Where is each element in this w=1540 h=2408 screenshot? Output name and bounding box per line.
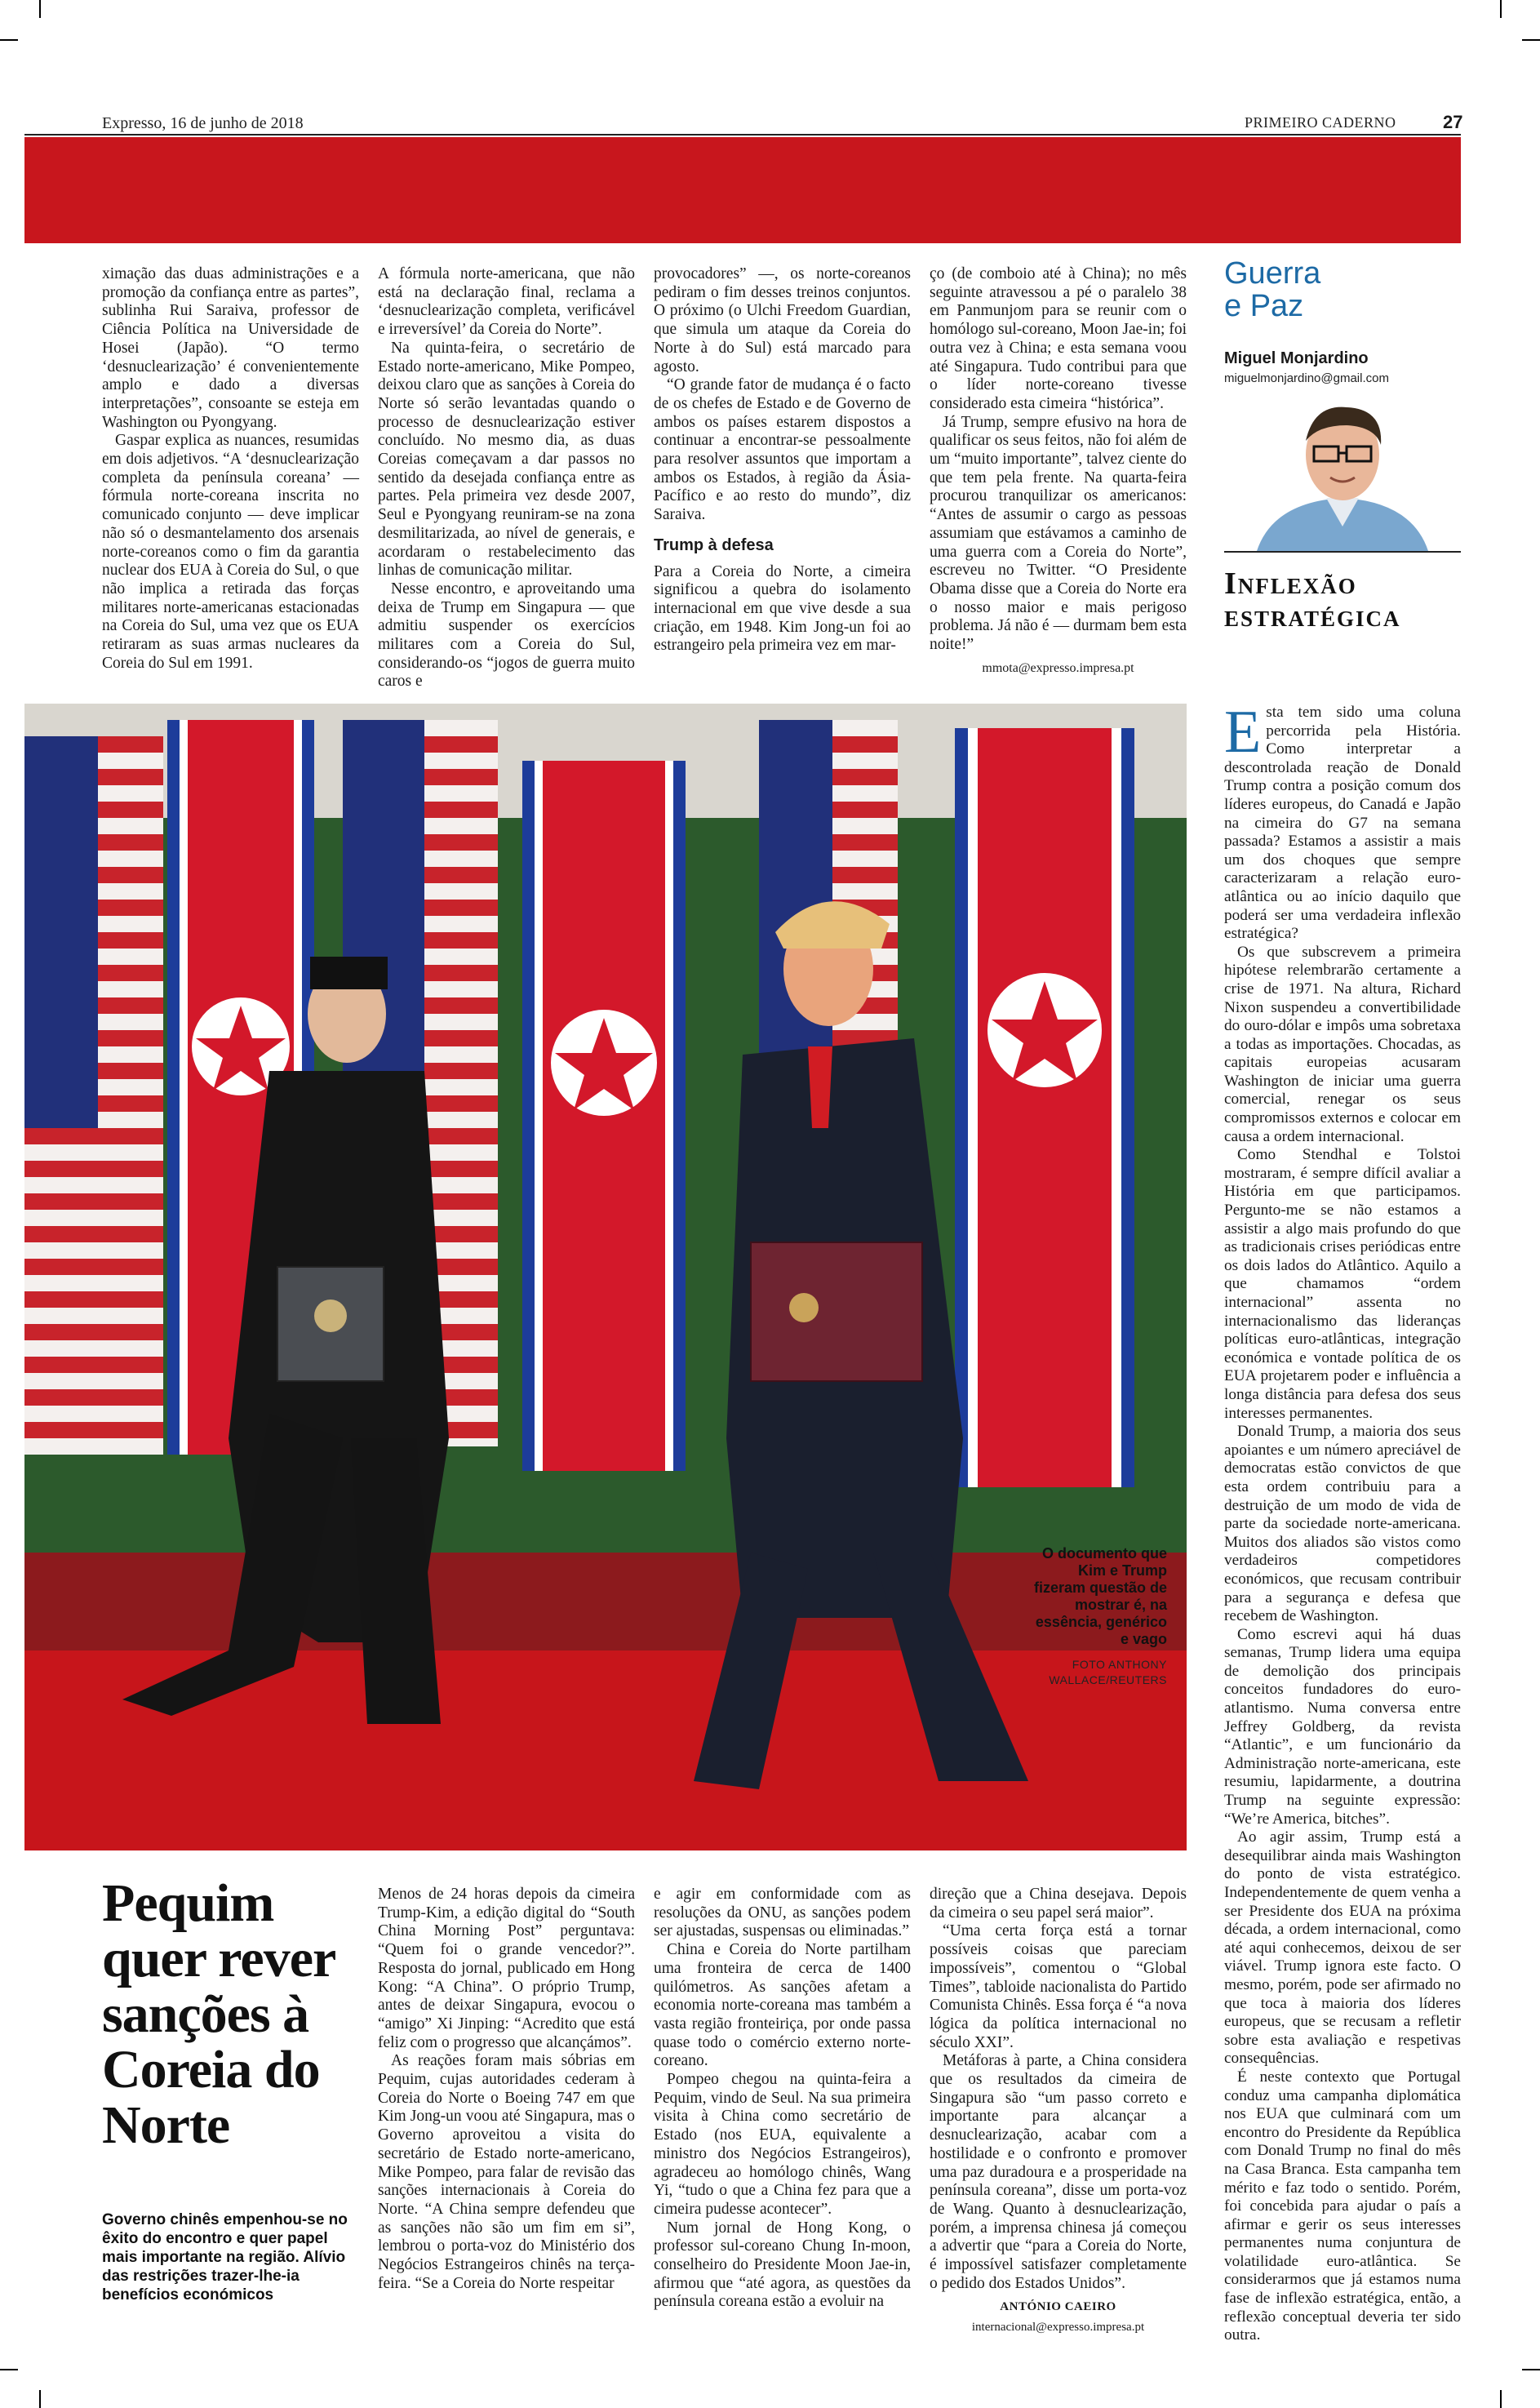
crop-mark [1500, 0, 1502, 18]
red-banner [24, 137, 1461, 243]
bottom-article-col3 [930, 1886, 1187, 2337]
paragraph: Pompeo chegou na quinta-feira a Pequim, vindo de Seul. Na sua primeira visita à China como secretário de Estado (nos EUA, equivalente a ministro dos Negócios Estrangeiros), agradeceu ao homólogo chinês, Wang Yi, “tudo o que a China fez para que a cimeira pudesse acontecer”. [654, 2071, 911, 2218]
paragraph: Como escrevi aqui há duas semanas, Trump lidera uma equipa de demolição dos principais conceitos fundadores do euro-atlantismo. Numa conversa entre Jeffrey Goldberg, da revista “Atlantic”, e um funcionário da Administração norte-americana, este resumiu, lapidarmente, a doutrina Trump na seguinte expressão: “We’re America, bitches”. [1224, 1625, 1461, 1828]
paragraph: É neste contexto que Portugal conduz uma campanha diplomática nos EUA que culminará com um encontro do Presidente da República com Donald Trump no final do mês na Casa Branca. Esta campanha tem mérito e faz todo o sentido. Porém, foi concebida para ajudar o país a afirmar e gerir os seus interesses permanentes numa conjuntura de volatilidade euro-atlântica. Se considerarmos que já estamos numa fase de inflexão estratégica, então, a reflexão conceptual deveria ter sido outra. [1224, 2068, 1461, 2344]
paragraph: As reações foram mais sóbrias em Pequim, cujas autoridades cederam à Coreia do Norte o Boeing 747 em que Kim Jong-un voou até Singapura, mas o Governo aproveitou a visita do secretário de Estado norte-americano, Mike Pompeo, para falar de revisão das sanções internacionais à Coreia do Norte. “A China sempre defendeu que as sanções não são um fim em si”, lembrou o porta-voz do Ministério dos Negócios Estrangeiros chinês na terça-feira. “Se a Coreia do Norte respeitar [378, 2052, 635, 2292]
paragraph: Gaspar explica as nuances, resumidas em dois adjetivos. “A ‘desnuclearização completa da península coreana’ — fórmula norte-coreana inscrita no comunicado conjunto — deve implicar não só o desmantelamento dos arsenais norte-coreanos como o fim da garantia nuclear dos EUA à Coreia do Sul, o que não implica a retirada das forças militares norte-americanas estacionadas na Coreia do Sul, uma vez que os EUA retiraram as suas armas nucleares da Coreia do Sul em 1991. [102, 432, 359, 672]
crop-mark [39, 2390, 41, 2408]
paragraph: sta tem sido uma coluna percorrida pela História. Como interpretar a descontrolada reação de Donald Trump contra a posição comum dos líderes europeus, do Canadá e Japão na cimeira do G7 na semana passada? Estamos a assistir a mais um dos choques que sempre caracterizaram a relação euro-atlântica ou ao início daquilo que poderá ser uma verdadeira inflexão estratégica? [1224, 704, 1461, 943]
deck: Governo chinês empenhou-se no êxito do encontro e quer papel mais importante na região. Alívio das restrições trazer-lhe-ia benefícios económicos [102, 2211, 348, 2304]
paragraph: Os que subscrevem a primeira hipótese relembrarão certamente a crise de 1971. Na altura, Richard Nixon suspendeu a convertibilidade do ouro-dólar e impôs uma sobretaxa a todas as importações. Chocadas, as capitais europeias acusaram Washington de iniciar uma guerra comercial, renegar os seus compromissos externos e colocar em causa a ordem internacional. [1224, 943, 1461, 1145]
photo-caption: O documento que Kim e Trump fizeram questão de mostrar é, na essência, genérico e vago [1033, 1545, 1167, 1647]
paragraph: A fórmula norte-americana, que não está na declaração final, reclama a ‘desnuclearização completa, verificável e irreversível’ da Coreia do Norte”. [378, 265, 635, 339]
crop-mark [0, 2369, 18, 2370]
paragraph: “Uma certa força está a tornar possíveis coisas que pareciam impossíveis”, comentou o “Global Times”, tabloide nacionalista do Partido Comunista Chinês. Essa força é “a nova lógica da política internacional no século XXI”. [930, 1922, 1187, 2051]
paragraph: provocadores” —, os norte-coreanos pediram o fim desses treinos conjuntos. O próximo (o Ulchi Freedom Guardian, que simula um ataque da Coreia do Norte à do Sul) está marcado para agosto. [654, 265, 911, 375]
paragraph: Para a Coreia do Norte, a cimeira significou a quebra do isolamento internacional em que vive desde a sua criação, em 1948. Kim Jong-un foi ao estrangeiro pela primeira vez em mar- [654, 562, 911, 655]
column-section-title [1224, 257, 1320, 322]
title-line: Inflexão [1224, 566, 1357, 601]
paragraph: e agir em conformidade com as resoluções da ONU, as sanções podem ser ajustadas, suspensas ou eliminadas.” [654, 1886, 911, 1940]
crop-mark [0, 39, 18, 41]
paragraph: Donald Trump, a maioria dos seus apoiantes e um número apreciável de democratas estão convictos de que esta ordem contribuiu para a destruição de um modo de vida de parte da sociedade norte-americana. Muitos dos aliados são vistos como verdadeiros competidores económicos, que recusam contribuir para a segurança e defesa que recebem de Washington. [1224, 1423, 1461, 1625]
nk-flag-2 [522, 761, 686, 1471]
paragraph: Como Stendhal e Tolstoi mostraram, é sempre difícil avaliar a História em que participamos. Pergunto-me se não estamos a assistir a algo mais profundo do que as tradicionais crises periódicas entre os dois lados do Atlântico. Aquilo a que chamamos “ordem internacional” assenta no internacionalismo das lideranças políticas euro-atlânticas, integração económica e vontade política de os EUA projetarem poder e influência a longa distância para defesa dos seus interesses permanentes. [1224, 1146, 1461, 1422]
top-article-col1 [102, 265, 359, 673]
author-email: internacional@expresso.impresa.pt [971, 2321, 1145, 2335]
paragraph: ximação das duas administrações e a promoção da confiança entre as partes”, sublinha Rui Saraiva, professor de Ciência Política na Universidade de Hosei (Japão). “O termo ‘desnuclearização’ é convenientemente amplo e dado a diversas interpretações”, consoante se esteja em Washington ou Pyongyang. [102, 265, 359, 431]
header-section: PRIMEIRO CADERNO [1245, 114, 1396, 131]
paragraph: Na quinta-feira, o secretário de Estado norte-americano, Mike Pompeo, deixou claro que as sanções à Coreia do Norte só serão levantadas quando o processo de desnuclearização estiver concluído. No mesmo dia, as duas Coreias começavam a dar passos no sentido da desejada confiança entre as partes. Pela primeira vez desde 2007, Seul e Pyongyang reuniram-se na zona desmilitarizada, ao nível de generais, e acordaram o restabelecimento das linhas de comunicação militar. [378, 339, 635, 580]
columnist-name: Miguel Monjardino [1224, 349, 1369, 367]
us-flag-1 [24, 736, 163, 1455]
author-email: mmota@expresso.impresa.pt [982, 660, 1134, 675]
paragraph: direção que a China desejava. Depois da cimeira o seu papel será maior”. [930, 1886, 1187, 1922]
top-article-col2 [378, 265, 635, 691]
top-article-col4 [930, 265, 1187, 678]
opinion-body [1224, 699, 1461, 2345]
photo-credit: FOTO ANTHONY WALLACE/REUTERS [1049, 1658, 1167, 1686]
header-date: Expresso, 16 de junho de 2018 [102, 114, 304, 132]
columnist-portrait [1224, 396, 1461, 551]
headline: Pequim quer rever sanções à Coreia do Norte [102, 1873, 335, 2155]
bottom-article-col1 [378, 1886, 635, 2293]
nk-flag-3 [955, 728, 1134, 1487]
section-line: e Paz [1224, 289, 1304, 323]
columnist-email: miguelmonjardino@gmail.com [1224, 371, 1389, 385]
signature: ANTÓNIO CAEIRO [1000, 2300, 1116, 2314]
paragraph: Nesse encontro, e aproveitando uma deixa de Trump em Singapura — que admitiu suspender os exercícios militares com a Coreia do Sul, considerando-os “jogos de guerra muito caros e [378, 580, 635, 691]
opinion-title [1224, 567, 1461, 633]
paragraph: Já Trump, sempre efusivo na hora de qualificar os seus feitos, não foi além de um “muito importante”, talvez ciente do que tem pela frente. Na quarta-feira procurou tranquilizar os americanos: “Antes de assumir o cargo as pessoas assumiam que estávamos a caminho de uma guerra com a Coreia do Norte”, escreveu no Twitter. “O Presidente Obama disse que a Coreia do Norte era o nosso maior e mais perigoso problema. Já não é — durmam bem esta noite!” [930, 413, 1187, 654]
paragraph: “O grande fator de mudança é o facto de os chefes de Estado e de Governo de ambos os países estarem dispostos a continuar a encontrar-se pessoalmente para resolver assuntos que importam a ambos os Estados, à região da Ásia-Pacífico e ao resto do mundo”, diz Saraiva. [654, 376, 911, 524]
paragraph: Metáforas à parte, a China considera que os resultados da cimeira de Singapura são “um passo correto e importante para alcançar a desnuclearização, acabar com a hostilidade e o confronto e promover uma paz duradoura e a prosperidade na península coreana”, disse um porta-voz de Wang. Quanto à desnuclearização, porém, a imprensa chinesa já começou a advertir que “para a Coreia do Norte, é impossível satisfazer completamente o pedido dos Estados Unidos”. [930, 2052, 1187, 2292]
bottom-article-col2 [654, 1886, 911, 2312]
paragraph: Num jornal de Hong Kong, o professor sul-coreano Chung In-moon, conselheiro do Presidente Moon Jae-in, afirmou que “até agora, as questões da península coreana estão a evoluir na [654, 2219, 911, 2311]
drop-cap: E [1224, 699, 1262, 766]
top-article-col3 [654, 265, 911, 655]
paragraph: China e Coreia do Norte partilham uma fronteira de cerca de 1400 quilómetros. As sanções afetam a economia norte-coreana mas também a vasta região fronteiriça, por onde passa quase todo o comércio externo norte-coreano. [654, 1941, 911, 2070]
paragraph: ço (de comboio até à China); no mês seguinte atravessou a pé o paralelo 38 em Panmunjom para se reunir com o homólogo sul-coreano, Moon Jae-in; foi outra vez à China; e esta semana voou até Singapura. Tudo contribui para que o líder norte-coreano tivesse considerado esta cimeira “histórica”. [930, 265, 1187, 412]
crop-mark [1500, 2390, 1502, 2408]
section-line: Guerra [1224, 256, 1321, 291]
paragraph: Menos de 24 horas depois da cimeira Trump-Kim, a edição digital do “South China Morning Post” perguntava: “Quem foi o grande vencedor?”. Resposta do jornal, publicado em Hong Kong: “A China”. O próprio Trump, antes de deixar Singapura, evocou o “amigo” Xi Jinping: “Acredito que está feliz com o progresso que alcançámos”. [378, 1886, 635, 2051]
crop-mark [1522, 2369, 1540, 2370]
summit-photo [24, 704, 1187, 1850]
header-rule [24, 134, 1461, 136]
title-line: estratégica [1224, 599, 1401, 633]
crop-mark [39, 0, 41, 18]
page-number: 27 [1443, 112, 1463, 132]
paragraph: Ao agir assim, Trump está a desequilibrar ainda mais Washington do ponto de vista estratégico. Independentemente de quem venha a ser Presidente dos EUA na próxima década, a ordem internacional, como até aqui conhecemos, deixou de ser viável. Trump ignora este facto. O mesmo, porém, pode ser afirmado no que toca à maioria dos líderes europeus, que se recusam a refletir sobre esta avaliação e respetivas consequências. [1224, 1828, 1461, 2068]
photo-illustration [24, 704, 1187, 1850]
portrait-rule [1224, 551, 1461, 553]
subheading: Trump à defesa [654, 535, 774, 554]
crop-mark [1522, 39, 1540, 41]
